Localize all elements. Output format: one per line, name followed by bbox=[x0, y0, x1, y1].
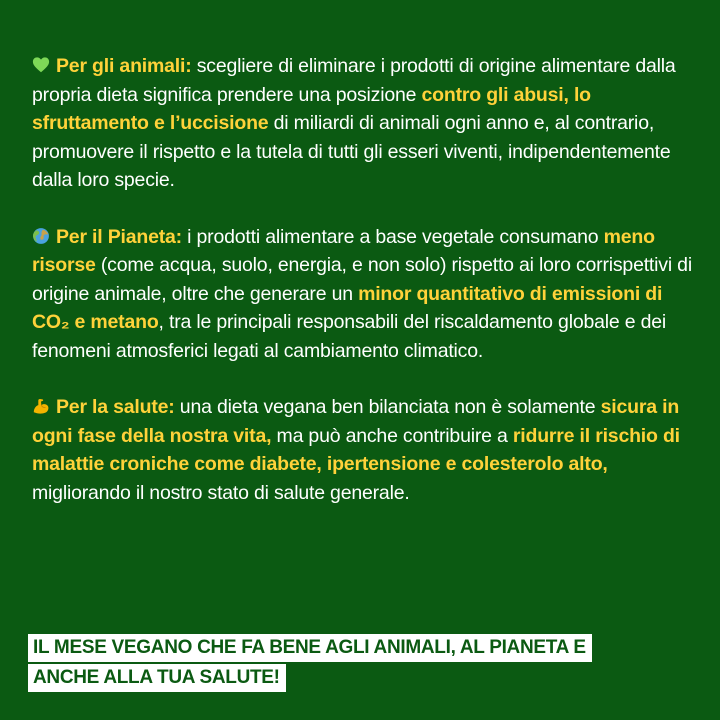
green-heart-icon bbox=[32, 56, 50, 74]
animals-title: Per gli animali: bbox=[56, 55, 192, 77]
planet-text-3: , tra le principali responsabili del riscaldamento globale e dei fenomeni atmosferici legati al cambiamento climatico. bbox=[32, 311, 667, 362]
health-highlight-2: ridurre il rischio di malattie croniche come diabete, ipertensione e colesterolo alto, bbox=[32, 424, 680, 475]
animals-paragraph bbox=[32, 52, 692, 195]
animals-text-1: scegliere di eliminare i prodotti di origine alimentare dalla propria dieta significa prendere una posizione bbox=[32, 55, 676, 106]
health-highlight-1: sicura in ogni fase della nostra vita, bbox=[32, 396, 680, 447]
earth-globe-icon bbox=[32, 227, 50, 245]
health-paragraph bbox=[32, 393, 692, 507]
closing-banner bbox=[28, 634, 698, 692]
banner-line-1: IL MESE VEGANO CHE FA BENE AGLI ANIMALI, AL PIANETA E bbox=[28, 634, 592, 662]
animals-highlight-1: contro gli abusi, lo sfruttamento e l’uccisione bbox=[32, 83, 591, 134]
banner-line-2: ANCHE ALLA TUA SALUTE! bbox=[28, 664, 286, 692]
planet-highlight-2: minor quantitativo di emissioni di CO₂ e metano bbox=[32, 282, 663, 333]
animals-text-2: di miliardi di animali ogni anno e, al contrario, promuovere il rispetto e la tutela di tutti gli esseri viventi, indipendentemente dalla loro specie. bbox=[32, 112, 671, 191]
planet-text-2: (come acqua, suolo, energia, e non solo) rispetto ai loro corrispettivi di origine animale, oltre che generare un bbox=[32, 254, 692, 305]
planet-paragraph bbox=[32, 223, 692, 366]
health-text-3: migliorando il nostro stato di salute generale. bbox=[32, 481, 410, 504]
health-text-1: una dieta vegana ben bilanciata non è solamente bbox=[174, 396, 601, 418]
health-title: Per la salute: bbox=[56, 396, 175, 418]
health-text-2: ma può anche contribuire a bbox=[271, 424, 513, 447]
flexed-biceps-icon bbox=[32, 397, 50, 415]
content bbox=[32, 52, 692, 535]
planet-title: Per il Pianeta: bbox=[56, 225, 182, 248]
planet-text-1: i prodotti alimentare a base vegetale consumano bbox=[181, 225, 604, 248]
planet-highlight-1: meno risorse bbox=[32, 225, 655, 276]
